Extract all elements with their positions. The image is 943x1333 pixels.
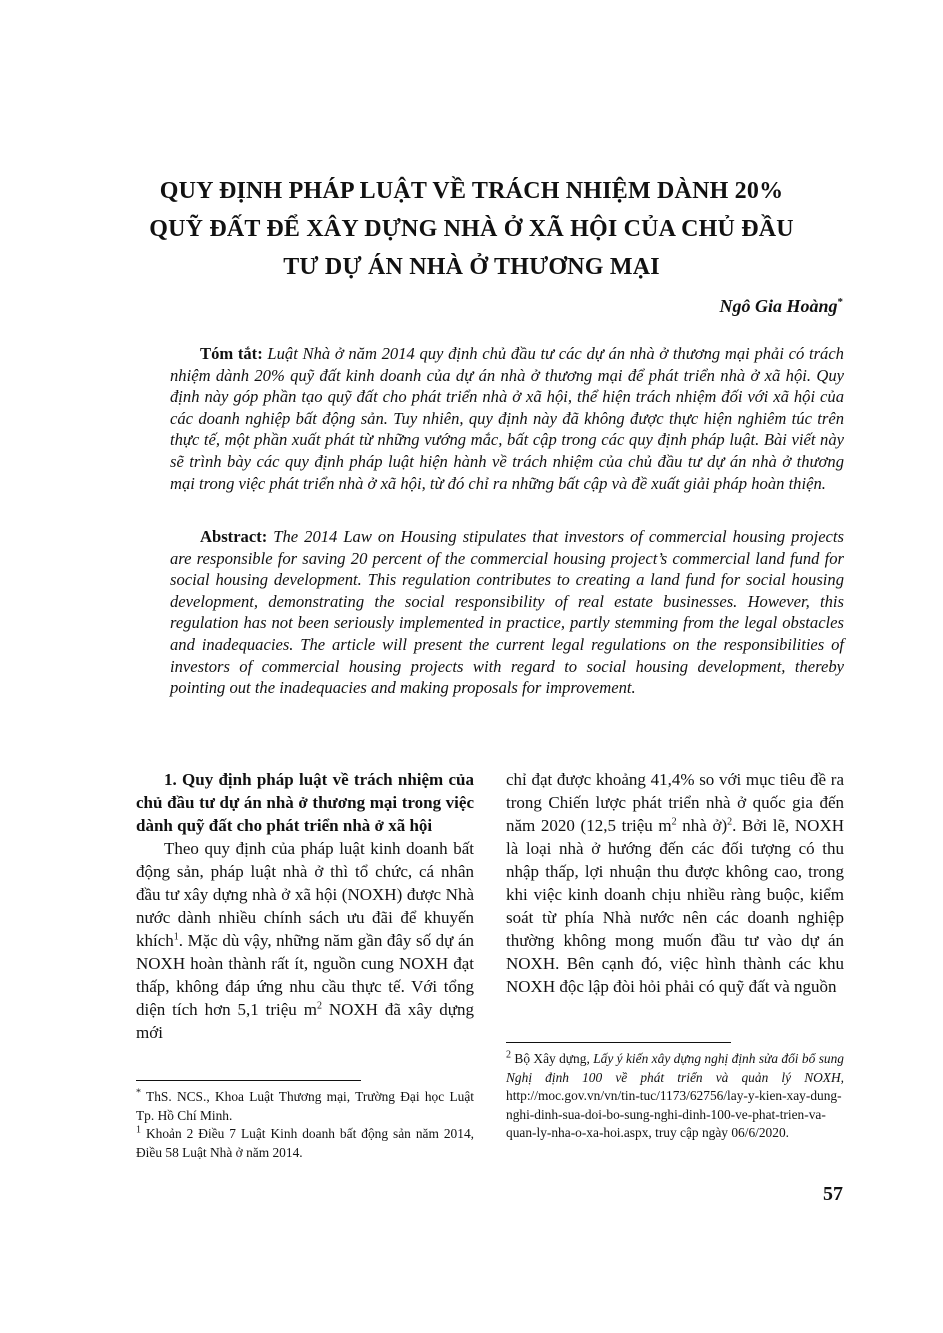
paragraph-text-b: . Mặc dù vậy, những năm gần đây số dự án NOXH hoàn thành rất ít, nguồn cung NOXH đạt thấp, không đáp ứng nhu cầu thực tế. Với tổng diện tích hơn 5,1 triệu m [136, 931, 474, 1019]
author-byline [719, 296, 843, 317]
paragraph-text-f: . Bởi lẽ, NOXH là loại nhà ở hướng đến các đối tượng có thu nhập thấp, lợi nhuận thu được không cao, trong khi việc kinh doanh chịu nhiều ràng buộc, kiểm soát từ phía Nhà nước nên các doanh nghiệp thường không mong muốn đầu tư vào dự án NOXH. Bên cạnh đó, việc hình thành các khu NOXH độc lập đòi hỏi phải có quỹ đất và nguồn [506, 816, 845, 996]
footnote-2 [506, 1050, 844, 1143]
body-column-right [506, 768, 844, 998]
section-1-heading: 1. Quy định pháp luật về trách nhiệm của chủ đầu tư dự án nhà ở thương mại trong việc dành quỹ đất cho phát triển nhà ở xã hội [136, 770, 474, 835]
paragraph-text-d: chỉ đạt được khoảng 41,4% so với mục tiêu đề ra trong Chiến lược phát triển nhà ở quốc gia đến năm 2020 (12,5 triệu m [506, 770, 844, 835]
footnote-ref-2[interactable]: 2 [727, 816, 733, 828]
superscript-2: 2 [316, 1000, 322, 1012]
footnote-1 [136, 1125, 474, 1162]
paragraph-text-e: nhà ở) [676, 816, 728, 835]
body-paragraph-1 [136, 837, 474, 1044]
footnote-italic-title: Lấy ý kiến xây dựng nghị định sửa đổi bổ sung Nghị định 100 về phát triển và quản lý NOXH, [506, 1051, 844, 1085]
footnote-divider-right [506, 1042, 731, 1043]
abstract-en-text: The 2014 Law on Housing stipulates that investors of commercial housing projects are responsible for saving 20 percent of the commercial housing project’s commercial land fund for social housing development. This regulation contributes to creating a land fund for social housing development, demonstrating the social responsibility of real estate businesses. However, this regulation has not been seriously implemented in practice, partly stemming from the legal obstacles and inadequacies. The article will present the current legal regulations on the responsibilities of investors of commercial housing projects with regard to social housing development, thereby pointing out the inadequacies and making proposals for improvement. [170, 527, 844, 698]
footnote-author [136, 1088, 474, 1125]
body-column-left [136, 768, 474, 1044]
footnote-ref-1[interactable]: 1 [173, 931, 179, 943]
abstract-en-label: Abstract: [200, 527, 268, 546]
abstract-vietnamese [170, 343, 844, 494]
footnote-mark: 2 [506, 1049, 511, 1061]
footnote-text: Bộ Xây dựng, [511, 1051, 594, 1066]
article-title [120, 172, 823, 286]
footnotes-left [136, 1088, 474, 1162]
author-name: Ngô Gia Hoàng [719, 296, 838, 316]
abstract-vi-text: Luật Nhà ở năm 2014 quy định chủ đầu tư các dự án nhà ở thương mại phải có trách nhiệm dành 20% quỹ đất kinh doanh của dự án nhà ở thương mại để phát triển nhà ở xã hội. Quy định này góp phần tạo quỹ đất cho phát triển nhà ở xã hội, thể hiện trách nhiệm đối với xã hội của các doanh nghiệp bất động sản. Tuy nhiên, quy định này đã không được thực hiện nghiêm túc trên thực tế, một phần xuất phát từ những vướng mắc, bất cập trong các quy định pháp luật. Bài viết này sẽ trình bày các quy định pháp luật hiện hành về trách nhiệm của chủ đầu tư dự án nhà ở thương mại trong việc phát triển nhà ở xã hội, từ đó chỉ ra những bất cập và đề xuất giải pháp hoàn thiện. [170, 344, 844, 493]
abstract-english [170, 526, 844, 699]
abstract-vi-label: Tóm tắt: [200, 344, 263, 363]
footnote-text: Khoản 2 Điều 7 Luật Kinh doanh bất động sản năm 2014, Điều 58 Luật Nhà ở năm 2014. [136, 1126, 474, 1160]
footnote-divider-left [136, 1080, 361, 1081]
page-number: 57 [823, 1183, 843, 1205]
footnote-mark: * [136, 1087, 141, 1099]
footnote-url-text[interactable]: http://moc.gov.vn/vn/tin-tuc/1173/62756/lay-y-kien-xay-dung-nghi-dinh-sua-doi-bo-sung-nghi-dinh-100-ve-phat-trien-va-quan-ly-nha-o-xa-hoi.aspx, truy cập ngày 06/6/2020. [506, 1088, 842, 1140]
paragraph-text-a: Theo quy định của pháp luật kinh doanh bất động sản, pháp luật nhà ở thì tổ chức, cá nhân đầu tư xây dựng nhà ở xã hội (NOXH) được Nhà nước dành nhiều chính sách ưu đãi để khuyến khích [136, 839, 474, 950]
title-line-2: QUỸ ĐẤT ĐỂ XÂY DỰNG NHÀ Ở XÃ HỘI CỦA CHỦ ĐẦU [149, 216, 794, 242]
title-line-3: TƯ DỰ ÁN NHÀ Ở THƯƠNG MẠI [283, 254, 660, 280]
body-paragraph-1-continued [506, 768, 844, 998]
paragraph-text-c: NOXH đã xây dựng mới [136, 1000, 474, 1042]
title-line-1: QUY ĐỊNH PHÁP LUẬT VỀ TRÁCH NHIỆM DÀNH 20% [159, 178, 784, 204]
footnote-mark: 1 [136, 1124, 141, 1136]
author-footnote-mark: * [837, 296, 843, 308]
superscript-2b: 2 [671, 816, 677, 828]
footnote-text: ThS. NCS., Khoa Luật Thương mại, Trường Đại học Luật Tp. Hồ Chí Minh. [136, 1089, 474, 1123]
